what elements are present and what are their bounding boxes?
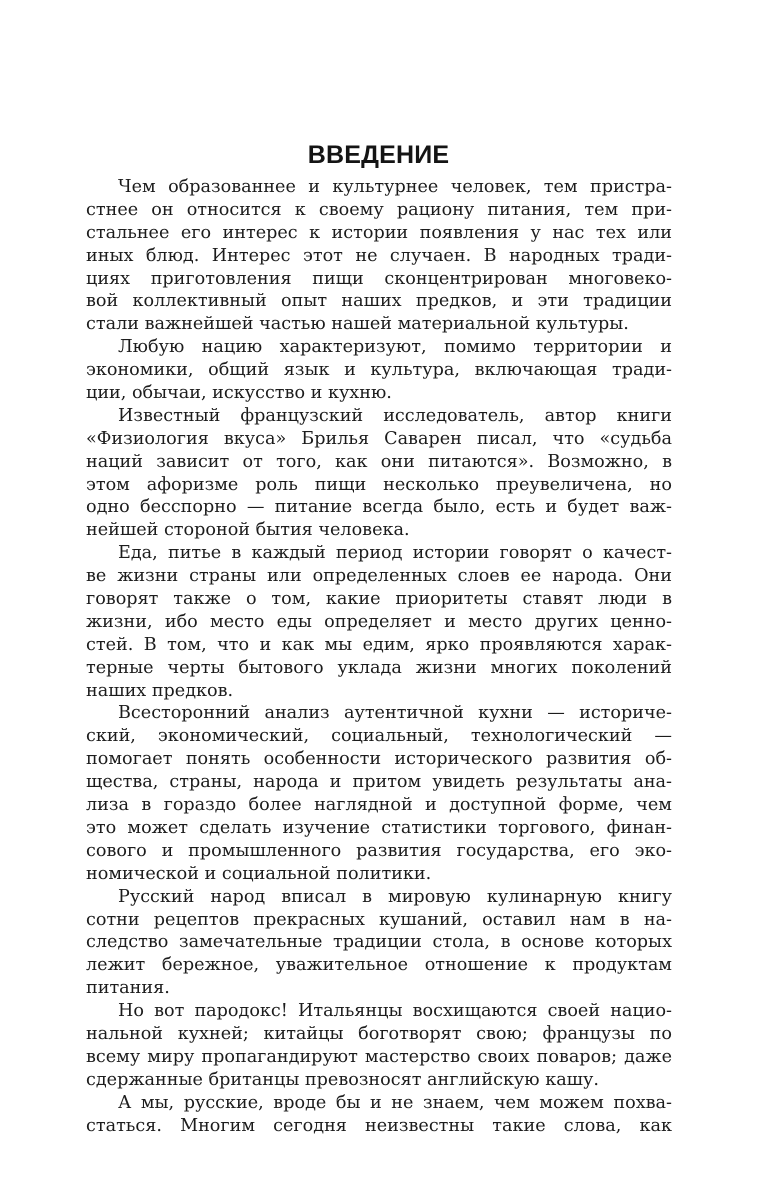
paragraph-line: одно бесспорно — питание всегда было, есть и будет важ- (86, 497, 672, 518)
body-text (86, 176, 672, 1137)
paragraph-line: нейшей стороной бытия человека. (86, 520, 410, 541)
page-title: ВВЕДЕНИЕ (307, 141, 450, 169)
paragraph-line: стали важнейшей частью нашей материальной культуры. (86, 314, 629, 335)
paragraph-line: жизни, ибо место еды определяет и место других ценно- (86, 611, 672, 632)
paragraph-line: Русский народ вписал в мировую кулинарную книгу (118, 886, 672, 907)
paragraph-line: ский, экономический, социальный, технологический — (86, 726, 672, 747)
paragraph-line: экономики, общий язык и культура, включающая тради- (86, 360, 672, 381)
paragraph-line: наций зависит от того, как они питаются». Возможно, в (86, 451, 672, 472)
paragraph-line: Еда, питье в каждый период истории говорят о качест- (118, 543, 672, 564)
paragraph-line: статься. Многим сегодня неизвестны такие слова, как (86, 1115, 672, 1136)
paragraph-line: лежит бережное, уважительное отношение к продуктам (86, 955, 672, 976)
paragraph-line: сдержанные британцы превозносят английскую кашу. (86, 1069, 599, 1090)
paragraph-line: «Физиология вкуса» Брилья Саварен писал, что «судьба (86, 428, 672, 449)
paragraph-line: всему миру пропагандируют мастерство своих поваров; даже (86, 1046, 672, 1067)
paragraph-line: наших предков. (86, 680, 234, 701)
paragraph-line: стей. В том, что и как мы едим, ярко проявляются харак- (86, 634, 672, 655)
paragraph-line: стальнее его интерес к истории появления у нас тех или (86, 222, 672, 243)
paragraph-line: Но вот пародокс! Итальянцы восхищаются своей нацио- (118, 1001, 672, 1022)
paragraph-line: иных блюд. Интерес этот не случаен. В народных тради- (86, 245, 672, 266)
paragraph-line: помогает понять особенности исторического развития об- (86, 749, 672, 770)
paragraph-line: питания. (86, 978, 170, 999)
paragraph-line: сового и промышленного развития государства, его эко- (86, 840, 672, 861)
paragraph-line: следство замечательные традиции стола, в основе которых (86, 932, 672, 953)
paragraph-line: терные черты бытового уклада жизни многих поколений (86, 657, 672, 678)
paragraph-line: Чем образованнее и культурнее человек, тем пристра- (118, 177, 672, 197)
paragraph-line: номической и социальной политики. (86, 863, 432, 884)
paragraph-line: Любую нацию характеризуют, помимо территории и (118, 337, 672, 358)
paragraph-line: Известный французский исследователь, автор книги (118, 405, 672, 426)
paragraph-line: вой коллективный опыт наших предков, и эти традиции (86, 291, 672, 312)
paragraph-line: А мы, русские, вроде бы и не знаем, чем можем похва- (118, 1092, 672, 1113)
paragraph-line: Всесторонний анализ аутентичной кухни — историче- (118, 703, 672, 724)
paragraph-line: стнее он относится к своему рациону питания, тем при- (86, 199, 672, 220)
paragraph-line: нальной кухней; китайцы боготворят свою; французы по (86, 1023, 672, 1044)
paragraph-line: циях приготовления пищи сконцентрирован многовеко- (86, 268, 672, 289)
paragraph-line: говорят также о том, какие приоритеты ставят люди в (86, 589, 672, 610)
paragraph-line: сотни рецептов прекрасных кушаний, оставил нам в на- (86, 909, 672, 930)
paragraph-line: это может сделать изучение статистики торгового, финан- (86, 817, 672, 838)
paragraph-line: ве жизни страны или определенных слоев ее народа. Они (86, 566, 672, 587)
paragraph-line: этом афоризме роль пищи несколько преувеличена, но (86, 474, 672, 495)
paragraph-line: лиза в гораздо более наглядной и доступной форме, чем (86, 795, 672, 816)
paragraph-line: ции, обычаи, искусство и кухню. (86, 383, 392, 404)
paragraph-line: щества, страны, народа и притом увидеть результаты ана- (86, 772, 672, 793)
